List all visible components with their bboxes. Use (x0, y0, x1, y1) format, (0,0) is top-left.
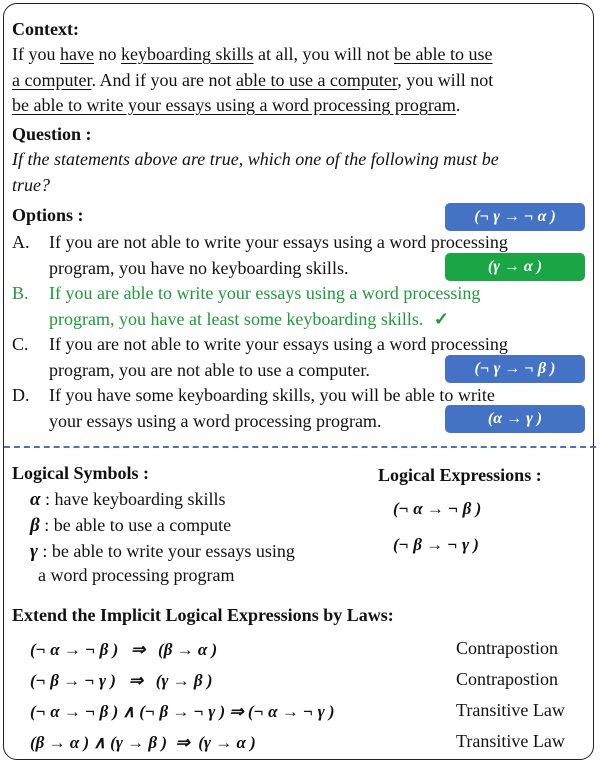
option-line: program, you are not able to use a computer. (49, 359, 370, 380)
symbol-glyph: γ (30, 541, 38, 562)
symbol-item (30, 540, 295, 563)
option-expression-badge: (γ → α ) (445, 253, 585, 281)
symbol-glyph: β (30, 515, 40, 536)
context-line (12, 43, 492, 65)
underlined-phrase: a computer (12, 69, 92, 90)
option-line: If you have some keyboarding skills, you will be able to write (49, 385, 495, 405)
option-line: If you are not able to write your essays using a word processing (49, 334, 508, 354)
law-name: Transitive Law (456, 731, 565, 751)
section-divider (4, 446, 596, 448)
check-icon: ✓ (429, 308, 450, 329)
laws-label: Extend the Implicit Logical Expressions by Laws: (12, 605, 394, 625)
context-line (12, 69, 493, 91)
option-letter: C. (12, 334, 29, 354)
expression-1: (¬ α → ¬ β ) (393, 499, 482, 518)
question-line-2: true? (12, 175, 50, 195)
context-segment: . And if you are not (91, 69, 236, 90)
option-expression-badge: (¬ γ → ¬ α ) (445, 203, 585, 231)
option-line: program, you have no keyboarding skills. (49, 257, 349, 278)
option-line: program, you have at least some keyboarding skills. ✓ (49, 308, 450, 329)
context-segment: no (93, 44, 121, 64)
context-segment: . (455, 95, 461, 115)
law-expression: (¬ β → ¬ γ ) ⇒ (γ → β ) (30, 671, 213, 690)
symbol-description: : be able to use a compute (39, 515, 232, 535)
underlined-phrase: keyboarding skills (120, 44, 254, 64)
symbols-label: Logical Symbols : (12, 463, 150, 483)
expressions-label: Logical Expressions : (378, 465, 542, 485)
law-expression: (¬ α → ¬ β ) ⇒ (β → α ) (30, 640, 218, 659)
context-segment: If you (12, 44, 60, 64)
context-label: Context: (12, 19, 79, 39)
symbol-gamma-continuation: a word processing program (38, 565, 235, 585)
options-label: Options : (12, 205, 84, 225)
option-letter: A. (12, 232, 30, 252)
law-name: Contrapostion (456, 638, 558, 658)
law-name: Transitive Law (456, 700, 565, 720)
symbol-item (30, 488, 225, 511)
question-line-1: If the statements above are true, which one of the following must be (12, 149, 499, 169)
context-line (12, 94, 460, 116)
symbol-glyph: α (30, 489, 41, 510)
option-line: your essays using a word processing program. (49, 410, 382, 431)
context-segment: at all, you will not (253, 44, 394, 64)
underlined-phrase: be able to use (393, 44, 493, 64)
expression-2: (¬ β → ¬ γ ) (393, 535, 479, 554)
law-name: Contrapostion (456, 669, 558, 689)
underlined-phrase: have (60, 44, 94, 64)
option-letter: B. (12, 283, 29, 303)
symbol-description: : be able to write your essays using (37, 541, 295, 561)
law-expression: (β → α ) ∧ (γ → β ) ⇒ (γ → α ) (30, 733, 256, 752)
option-line: If you are able to write your essays using a word processing (49, 283, 481, 303)
option-expression-badge: (¬ γ → ¬ β ) (445, 355, 585, 383)
option-line: If you are not able to write your essays using a word processing (49, 232, 508, 252)
symbol-description: : have keyboarding skills (40, 489, 226, 509)
symbol-item (30, 514, 231, 537)
option-expression-badge: (α → γ ) (445, 405, 585, 433)
context-segment: , you will not (397, 69, 494, 90)
underlined-phrase: be able to write your essays using a word processing program (12, 95, 456, 115)
option-letter: D. (12, 385, 30, 405)
law-expression: (¬ α → ¬ β ) ∧ (¬ β → ¬ γ ) ⇒ (¬ α → ¬ γ ) (30, 702, 335, 721)
underlined-phrase: able to use a computer (235, 69, 398, 90)
question-label: Question : (12, 124, 92, 144)
